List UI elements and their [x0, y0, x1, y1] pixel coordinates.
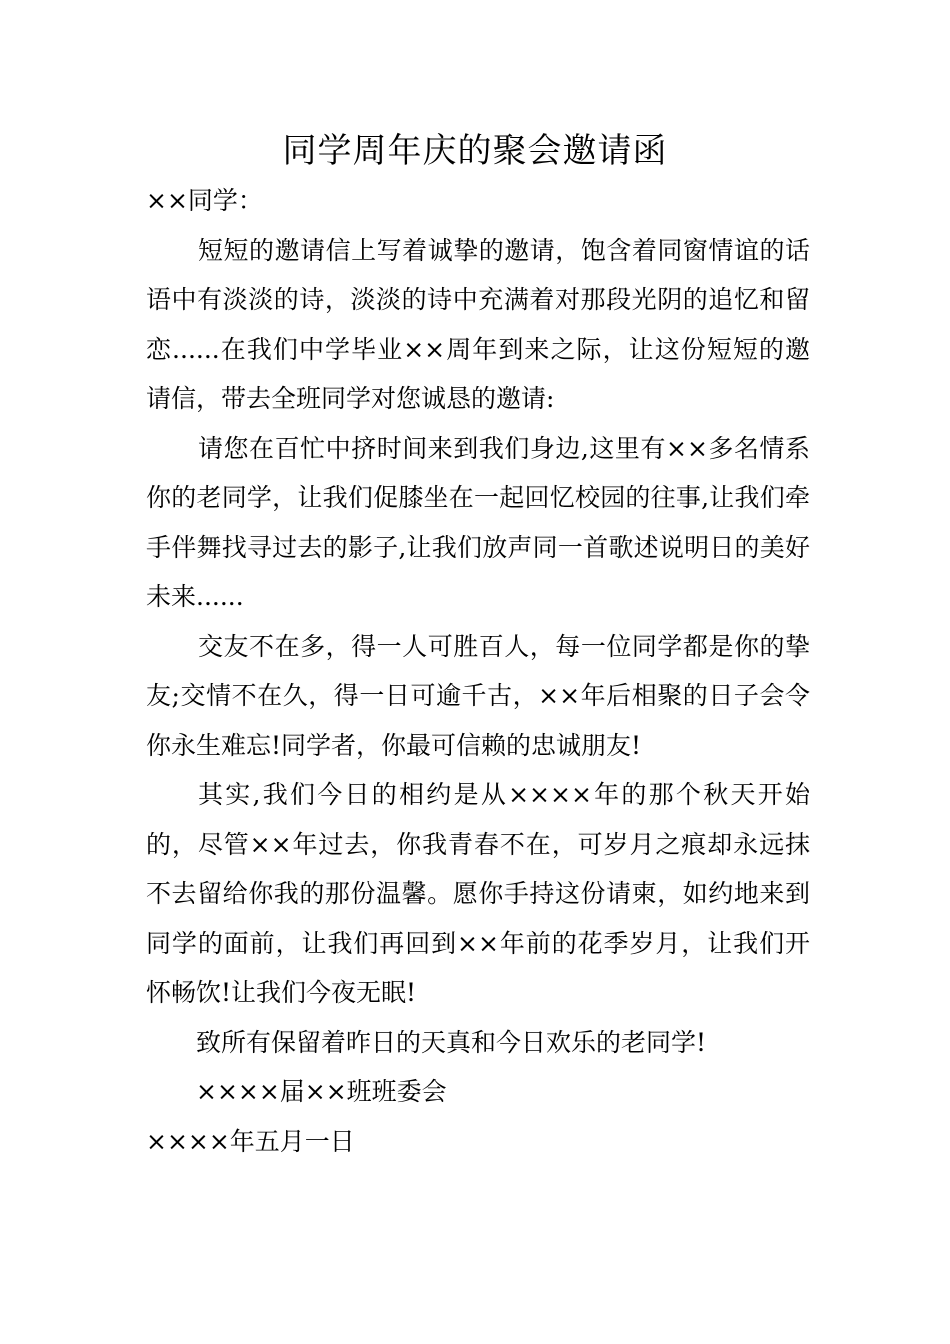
paragraph-1: 短短的邀请信上写着诚挚的邀请，饱含着同窗情谊的话语中有淡淡的诗，淡淡的诗中充满着对那段光阴的追忆和留恋......在我们中学毕业××周年到来之际，让这份短短的邀请信，带去全班同学对您诚恳的邀请: — [146, 235, 810, 413]
signature: ××××届××班班委会 — [196, 1077, 447, 1106]
paragraph-2: 请您在百忙中挤时间来到我们身边,这里有××多名情系你的老同学，让我们促膝坐在一起回忆校园的往事,让我们牵手伴舞找寻过去的影子,让我们放声同一首歌述说明日的美好未来...... — [146, 433, 810, 611]
document-title: 同学周年庆的聚会邀请函 — [282, 131, 668, 171]
letter-body — [146, 176, 810, 1166]
closing-line: 致所有保留着昨日的天真和今日欢乐的老同学! — [196, 1027, 707, 1057]
salutation: ××同学： — [146, 186, 263, 215]
paragraph-3: 交友不在多，得一人可胜百人，每一位同学都是你的挚友;交情不在久，得一日可逾千古，××年后相聚的日子会令你永生难忘!同学者，你最可信赖的忠诚朋友! — [146, 631, 810, 760]
date-line: ××××年五月一日 — [146, 1126, 355, 1156]
paragraph-4: 其实,我们今日的相约是从××××年的那个秋天开始的，尽管××年过去，你我青春不在，可岁月之痕却永远抹不去留给你我的那份温馨。愿你手持这份请柬，如约地来到同学的面前，让我们再回到××年前的花季岁月，让我们开怀畅饮!让我们今夜无眠! — [146, 780, 810, 1007]
